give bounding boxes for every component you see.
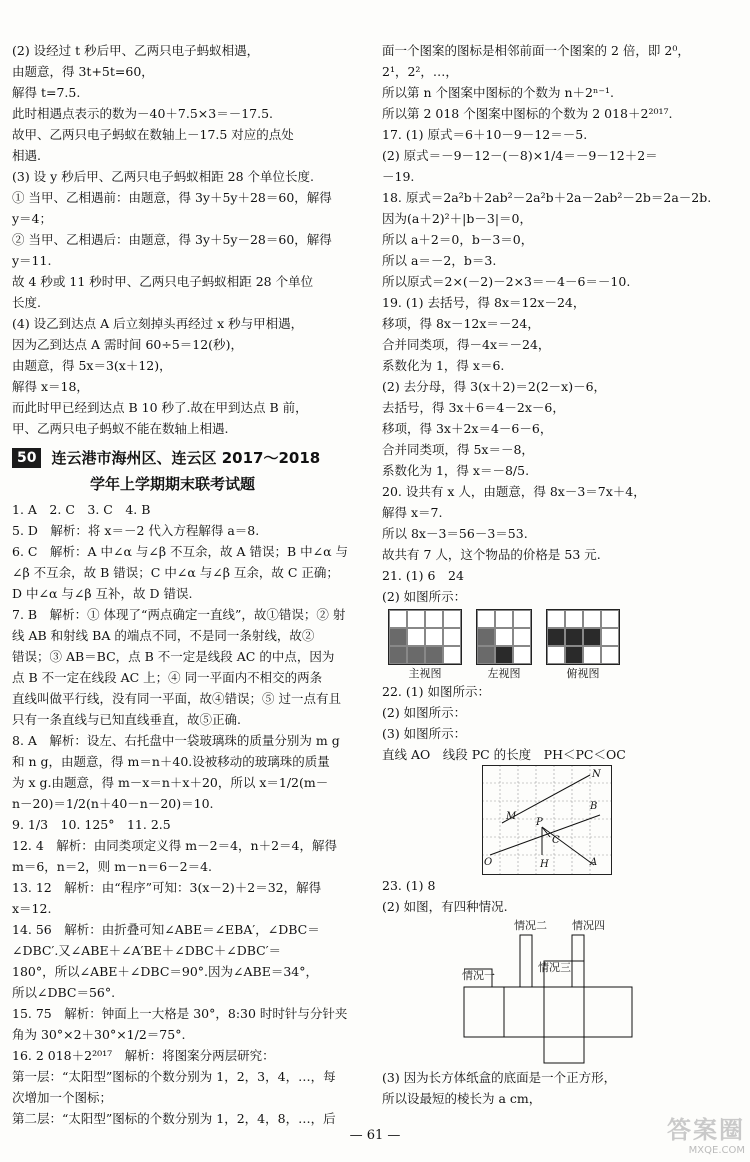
answer-line: 线 AB 和射线 BA 的端点不同，不是同一条射线，故② (12, 628, 315, 643)
answer-line: 20. 设共有 x 人，由题意，得 8x－3＝7x＋4， (382, 484, 646, 499)
answer-line: 2¹，2²，…， (382, 64, 458, 79)
answer-line: 解得 x＝7. (382, 505, 443, 520)
answer-line: 5. D 解析：将 x＝－2 代入方程解得 a＝8. (12, 523, 260, 538)
answer-line: 合并同类项，得－4x＝－24， (382, 337, 551, 352)
case-2-label: 情况二 (514, 919, 547, 932)
solution-line: ① 当甲、乙相遇前：由题意，得 3y＋5y＋28＝60，解得 (12, 190, 332, 205)
answer-line: 16. 2 018＋2²⁰¹⁷ 解析：将图案分两层研究： (12, 1048, 275, 1063)
answer-line: (3) 如图所示： (382, 726, 467, 741)
solution-line: (3) 设 y 秒后甲、乙两只电子蚂蚁相距 28 个单位长度. (12, 169, 315, 184)
section-number-badge: 50 (12, 448, 41, 468)
left-view-grid (476, 609, 532, 665)
top-view-label: 俯视图 (566, 667, 600, 680)
answer-line: 12. 4 解析：由同类项定义得 m－2＝4，n＋2＝4，解得 (12, 838, 337, 853)
answer-line: 面一个图案的图标是相邻前面一个图案的 2 倍，即 2⁰， (382, 43, 690, 58)
solution-line: y＝4； (12, 211, 53, 226)
case-4-label: 情况四 (572, 919, 605, 932)
case-3-label: 情况三 (538, 961, 571, 974)
answer-line: 合并同类项，得 5x＝－8， (382, 442, 534, 457)
answer-line: 因为(a＋2)²＋|b－3|＝0， (382, 211, 533, 226)
solution-line: (2) 设经过 t 秒后甲、乙两只电子蚂蚁相遇， (12, 43, 260, 58)
box-net-figure (452, 917, 682, 1067)
answer-line: 所以 a＝－2，b＝3. (382, 253, 497, 268)
answers-16-to-21 (382, 40, 737, 607)
answer-line: 7. B 解析：① 体现了“两点确定一直线”，故①错误；② 射 (12, 607, 346, 622)
answer-line: 第一层：“太阳型”图标的个数分别为 1，2，3，4，…，每 (12, 1069, 336, 1084)
solution-line: 而此时甲已经到达点 B 10 秒了.故在甲到达点 B 前， (12, 400, 308, 415)
point-label-p: P (536, 817, 543, 828)
answer-line: (2) 原式＝－9－12－(－8)×1/4＝－9－12＋2＝ (382, 148, 658, 163)
watermark-logo-text: 答案圈 (667, 1116, 745, 1144)
solution-line: 长度. (12, 295, 41, 310)
answer-line: 1. A 2. C 3. C 4. B (12, 502, 151, 517)
solution-line: 故 4 秒或 11 秒时甲、乙两只电子蚂蚁相距 28 个单位 (12, 274, 314, 289)
solution-line: 此时相遇点表示的数为－40＋7.5×3＝－17.5. (12, 106, 274, 121)
answer-line: －19. (382, 169, 415, 184)
answer-line: 只有一条直线与已知直线垂直，故⑤正确. (12, 712, 241, 727)
answer-list (12, 499, 370, 1129)
answer-line: 9. 1/3 10. 125° 11. 2.5 (12, 817, 171, 832)
answer-line: 直线 AO 线段 PC 的长度 PH＜PC＜OC (382, 747, 626, 762)
answer-line: 180°，所以∠ABE＋∠DBC＝90°.因为∠ABE＝34°， (12, 964, 318, 979)
solution-line: (4) 设乙到达点 A 后立刻掉头再经过 x 秒与甲相遇， (12, 316, 304, 331)
answer-line: 14. 56 解析：由折叠可知∠ABE＝∠EBA′，∠DBC＝ (12, 922, 320, 937)
answer-line: 8. A 解析：设左、右托盘中一袋玻璃珠的质量分别为 m g (12, 733, 340, 748)
answer-line: 22. (1) 如图所示： (382, 684, 491, 699)
solution-line: 由题意，得 3t+5t=60， (12, 64, 154, 79)
answer-line: (2) 去分母，得 3(x＋2)＝2(2－x)－6， (382, 379, 607, 394)
answer-line: 移项，得 8x－12x＝－24， (382, 316, 540, 331)
answer-line: x＝12. (12, 901, 52, 916)
answer-line: 21. (1) 6 24 (382, 568, 464, 583)
left-view (476, 609, 532, 681)
answer-line: 19. (1) 去括号，得 8x＝12x－24， (382, 295, 586, 310)
answer-line: 系数化为 1，得 x＝－8/5. (382, 463, 530, 478)
case-1-label: 情况一 (462, 969, 495, 982)
answer-line: 系数化为 1，得 x＝6. (382, 358, 505, 373)
continued-solution (12, 40, 370, 439)
point-label-b: B (590, 801, 598, 812)
answer-line: 6. C 解析：A 中∠α 与∠β 不互余，故 A 错误；B 中∠α 与 (12, 544, 349, 559)
solution-line: 因为乙到达点 A 需时间 60÷5＝12(秒)， (12, 337, 243, 352)
watermark (600, 1110, 745, 1158)
answers-23-part-3 (382, 1067, 737, 1109)
answer-line: 移项，得 3x＋2x＝4－6－6， (382, 421, 553, 436)
front-view (388, 609, 462, 681)
answer-line: 18. 原式＝2a²b＋2ab²－2a²b＋2a－2ab²－2b＝2a－2b. (382, 190, 712, 205)
answer-line: 15. 75 解析：钟面上一大格是 30°，8:30 时时针与分针夹 (12, 1006, 348, 1021)
solution-line: 甲、乙两只电子蚂蚁不能在数轴上相遇. (12, 421, 229, 436)
answer-line: 所以设最短的棱长为 a cm， (382, 1091, 542, 1106)
answer-line: 所以 8x－3＝56－3＝53. (382, 526, 528, 541)
answer-line: ∠β 不互余，故 B 错误；C 中∠α 与∠β 互余，故 C 正确； (12, 565, 339, 580)
answer-line: 错误；③ AB＝BC，点 B 不一定是线段 AC 的中点，因为 (12, 649, 335, 664)
solution-line: 解得 t=7.5. (12, 85, 81, 100)
answer-line: (3) 因为长方体纸盒的底面是一个正方形， (382, 1070, 617, 1085)
answer-line: 17. (1) 原式＝6＋10－9－12＝－5. (382, 127, 588, 142)
answer-line: 和 n g，由题意，得 m＝n＋40.设被移动的玻璃珠的质量 (12, 754, 330, 769)
three-views-figure (388, 609, 737, 681)
right-column (382, 40, 737, 1109)
answers-23 (382, 875, 737, 917)
answer-line: 直线叫做平行线，没有同一平面，故④错误；⑤ 过一点有且 (12, 691, 341, 706)
point-label-a: A (590, 857, 598, 868)
answer-line: 为 x g.由题意，得 m－x＝n＋x＋20，所以 x＝1/2(m－ (12, 775, 329, 790)
answer-line: 去括号，得 3x＋6＝4－2x－6， (382, 400, 565, 415)
answer-line: 角为 30°×2＋30°×1/2＝75°. (12, 1027, 186, 1042)
answer-line: (2) 如图，有四种情况. (382, 899, 508, 914)
watermark-url: MXQE.COM (688, 1145, 745, 1156)
answers-22 (382, 681, 737, 765)
answer-line: 所以第 2 018 个图案中图标的个数为 2 018＋2²⁰¹⁷. (382, 106, 673, 121)
answer-line: 点 B 不一定在线段 AC 上；④ 同一平面内不相交的两条 (12, 670, 323, 685)
answer-line: (2) 如图所示： (382, 589, 467, 604)
answer-line: 故共有 7 人，这个物品的价格是 53 元. (382, 547, 601, 562)
left-view-label: 左视图 (487, 667, 521, 680)
section-title-line-2: 学年上学期期末联考试题 (90, 475, 256, 493)
section-title-line-1: 连云港市海州区、连云区 2017～2018 (51, 449, 321, 467)
solution-line: 解得 x＝18， (12, 379, 89, 394)
point-label-o: O (484, 857, 493, 868)
solution-line: y＝11. (12, 253, 52, 268)
answer-line: 次增加一个图标； (12, 1090, 113, 1105)
top-view (546, 609, 620, 681)
geometry-grid-figure (482, 765, 612, 875)
page-number: — 61 — (349, 1128, 401, 1143)
section-header (12, 447, 370, 469)
solution-line: 相遇. (12, 148, 41, 163)
solution-line: ② 当甲、乙相遇后：由题意，得 3y＋5y－28＝60，解得 (12, 232, 332, 247)
front-view-grid (388, 609, 462, 665)
answer-line: n－20)＝1/2(n＋40－n－20)＝10. (12, 796, 214, 811)
answer-line: ∠DBC′.又∠ABE＋∠A′BE＋∠DBC＋∠DBC′＝ (12, 943, 282, 958)
answer-line: 13. 12 解析：由“程序”可知：3(x－2)＋2＝32，解得 (12, 880, 322, 895)
point-label-h: H (540, 859, 549, 870)
answer-line: (2) 如图所示： (382, 705, 467, 720)
solution-line: 由题意，得 5x＝3(x＋12)， (12, 358, 172, 373)
front-view-label: 主视图 (408, 667, 442, 680)
answer-line: 所以第 n 个图案中图标的个数为 n＋2ⁿ⁻¹. (382, 85, 614, 100)
top-view-grid (546, 609, 620, 665)
answer-line: 所以原式＝2×(－2)－2×3＝－4－6＝－10. (382, 274, 631, 289)
point-label-c: C (552, 835, 560, 846)
point-label-n: N (592, 769, 601, 780)
answer-line: 23. (1) 8 (382, 878, 436, 893)
answer-line: D 中∠α 与∠β 互补，故 D 错误. (12, 586, 193, 601)
solution-line: 故甲、乙两只电子蚂蚁在数轴上－17.5 对应的点处 (12, 127, 294, 142)
answer-line: 第二层：“太阳型”图标的个数分别为 1，2，4，8，…，后 (12, 1111, 336, 1126)
answer-line: 所以 a＋2＝0，b－3＝0， (382, 232, 534, 247)
answer-line: 所以∠DBC＝56°. (12, 985, 116, 1000)
left-column (12, 40, 370, 1129)
point-label-m: M (506, 811, 517, 822)
answer-line: m＝6，n＝2，则 m－n＝6－2＝4. (12, 859, 213, 874)
